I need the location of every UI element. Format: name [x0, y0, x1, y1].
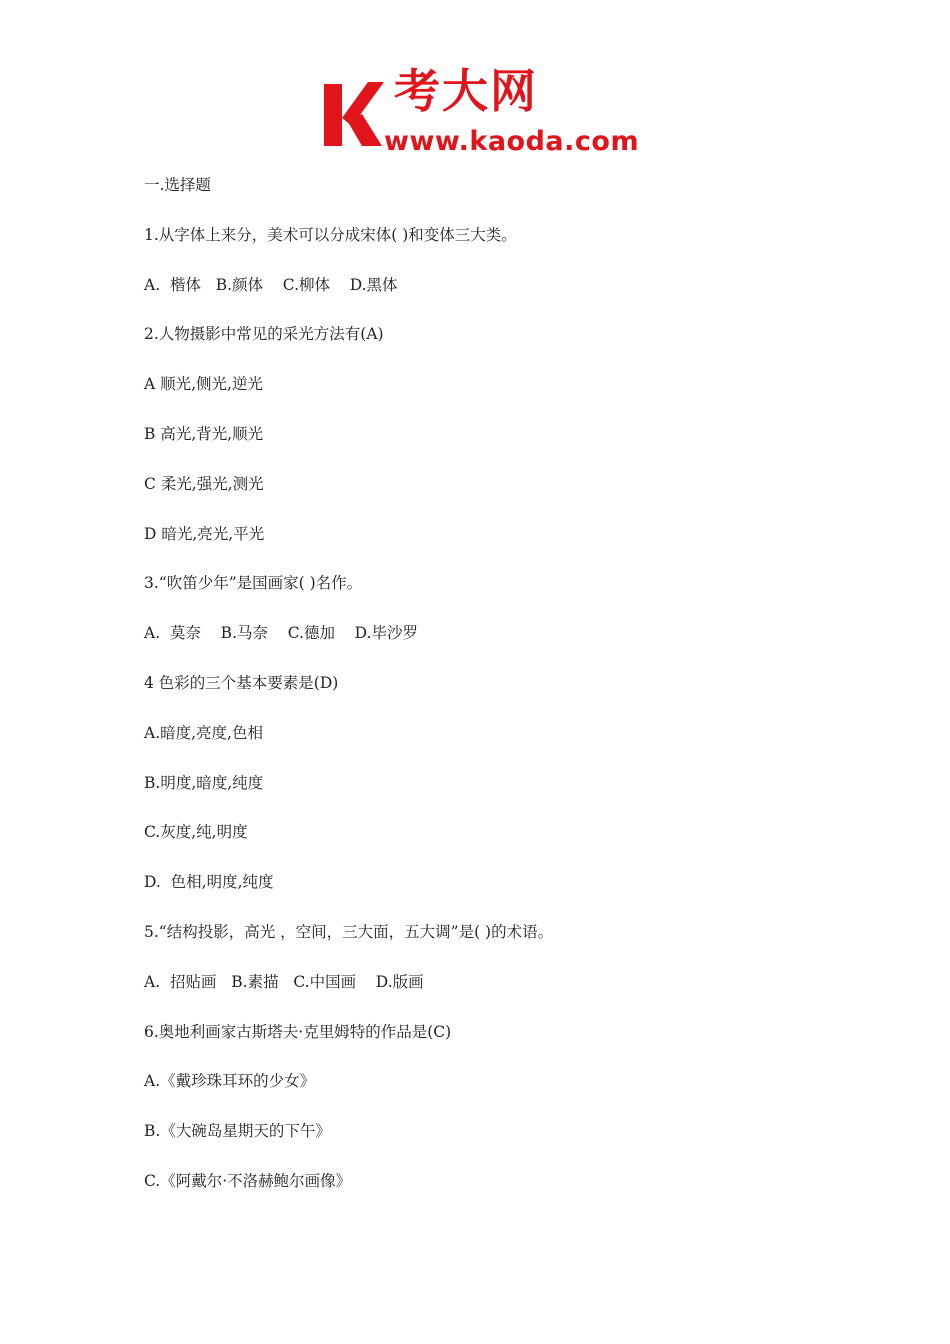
question-2-option-d: D 暗光,亮光,平光 [144, 524, 265, 543]
question-4-option-c: C.灰度,纯,明度 [144, 823, 248, 842]
logo-chinese-text: 考大网 [394, 64, 538, 118]
question-2-option-b: B 高光,背光,顺光 [144, 424, 264, 443]
question-2-option-a: A 顺光,侧光,逆光 [144, 375, 263, 394]
question-6-option-c: C.《阿戴尔·不洛赫鲍尔画像》 [144, 1171, 352, 1190]
question-6: 6.奥地利画家古斯塔夫·克里姆特的作品是(C) [144, 1022, 452, 1041]
document-body [144, 174, 864, 1220]
question-1-options: A. 楷体 B.颜体 C.柳体 D.黑体 [144, 275, 398, 294]
question-4-option-d: D. 色相,明度,纯度 [144, 873, 274, 892]
question-4-option-a: A.暗度,亮度,色相 [144, 723, 263, 742]
logo-url-text: www.kaoda.com [384, 126, 640, 157]
question-6-option-a: A.《戴珍珠耳环的少女》 [144, 1072, 316, 1091]
question-5-options: A. 招贴画 B.素描 C.中国画 D.版画 [144, 972, 424, 991]
question-6-option-b: B.《大碗岛星期天的下午》 [144, 1122, 331, 1141]
question-5: 5.“结构投影，高光 ，空间，三大面，五大调”是( )的术语。 [144, 922, 554, 941]
kaoda-logo [322, 64, 640, 158]
question-4-option-b: B.明度,暗度,纯度 [144, 773, 264, 792]
question-3-options: A. 莫奈 B.马奈 C.德加 D.毕沙罗 [144, 624, 418, 643]
question-2-option-c: C 柔光,强光,测光 [144, 474, 264, 493]
question-2: 2.人物摄影中常见的采光方法有(A) [144, 325, 384, 344]
question-4: 4 色彩的三个基本要素是(D) [144, 673, 339, 692]
question-3: 3.“吹笛少年”是国画家( )名作。 [144, 574, 363, 593]
section-heading: 一.选择题 [144, 176, 211, 194]
question-1: 1.从字体上来分，美术可以分成宋体( )和变体三大类。 [144, 225, 517, 244]
